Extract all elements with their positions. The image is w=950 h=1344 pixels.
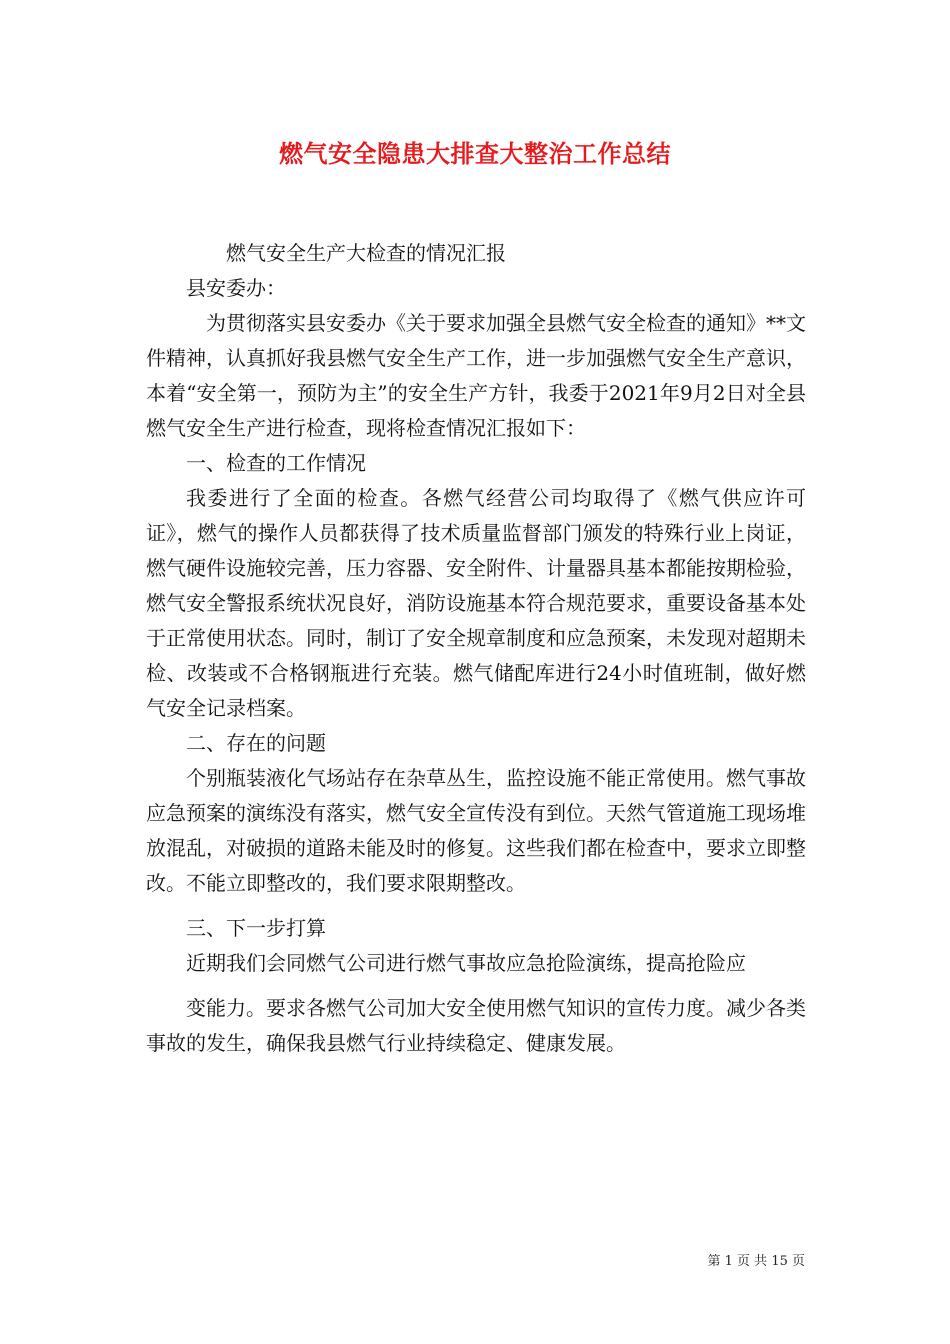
- document-title: 燃气安全隐患大排查大整治工作总结: [279, 139, 671, 168]
- paragraph-gap: [146, 901, 806, 911]
- section-heading-inspection: 一、检查的工作情况: [186, 451, 366, 475]
- addressee: 县安委办：: [186, 276, 286, 300]
- section-text-next-steps-b: 变能力。要求各燃气公司加大安全使用燃气知识的宣传力度。减少各类事故的发生，确保我县燃气行业持续稳定、健康发展。: [146, 996, 806, 1055]
- section-heading-next-steps: 三、下一步打算: [186, 916, 326, 940]
- document-body: [146, 236, 806, 1061]
- page-number: 第 1 页 共 15 页: [707, 1254, 805, 1269]
- section-text-inspection: 我委进行了全面的检查。各燃气经营公司均取得了《燃气供应许可证》，燃气的操作人员都获得了技术质量监督部门颁发的特殊行业上岗证，燃气硬件设施较完善，压力容器、安全附件、计量器具基本都能按期检验，燃气安全警报系统状况良好，消防设施基本符合规范要求，重要设备基本处于正常使用状态。同时，制订了安全规章制度和应急预案，未发现对超期未检、改装或不合格钢瓶进行充装。燃气储配库进行24小时值班制，做好燃气安全记录档案。: [146, 486, 806, 720]
- intro-paragraph: 为贯彻落实县安委办《关于要求加强全县燃气安全检查的通知》**文件精神，认真抓好我县燃气安全生产工作，进一步加强燃气安全生产意识，本着“安全第一，预防为主”的安全生产方针，我委于2021年9月2日对全县燃气安全生产进行检查，现将检查情况汇报如下：: [146, 311, 806, 440]
- section-heading-problems: 二、存在的问题: [186, 731, 326, 755]
- section-text-problems: 个别瓶装液化气场站存在杂草丛生，监控设施不能正常使用。燃气事故应急预案的演练没有落实，燃气安全宣传没有到位。天然气管道施工现场堆放混乱，对破损的道路未能及时的修复。这些我们都在检查中，要求立即整改。不能立即整改的，我们要求限期整改。: [146, 766, 806, 895]
- report-subtitle: 燃气安全生产大检查的情况汇报: [226, 241, 506, 265]
- paragraph-gap: [146, 981, 806, 991]
- section-text-next-steps-a: 近期我们会同燃气公司进行燃气事故应急抢险演练，提高抢险应: [186, 951, 746, 975]
